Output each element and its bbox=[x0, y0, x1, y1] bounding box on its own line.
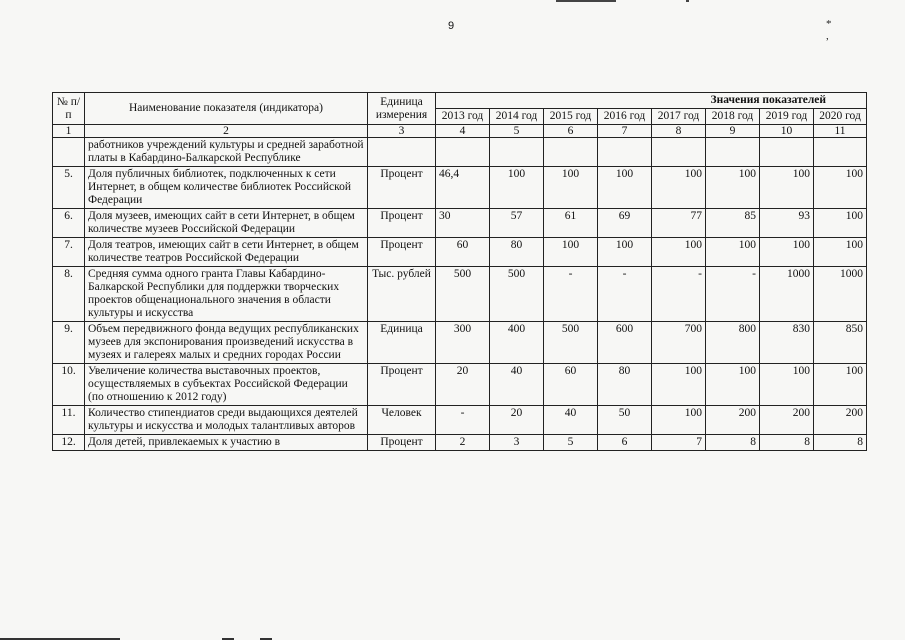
header-unit: Единица измерения bbox=[368, 93, 436, 125]
indicator-value bbox=[706, 138, 760, 167]
indicator-unit: Процент bbox=[368, 364, 436, 406]
column-number: 11 bbox=[814, 125, 867, 138]
indicator-value: 300 bbox=[436, 322, 490, 364]
indicator-value bbox=[544, 138, 598, 167]
indicator-value: - bbox=[598, 267, 652, 322]
column-number: 10 bbox=[760, 125, 814, 138]
header-year: 2019 год bbox=[760, 109, 814, 125]
indicator-value: 200 bbox=[814, 406, 867, 435]
table-row bbox=[53, 209, 867, 238]
indicator-name: работников учреждений культуры и средней заработной платы в Кабардино-Балкарской Республике bbox=[85, 138, 368, 167]
row-number: 6. bbox=[53, 209, 85, 238]
table-row bbox=[53, 267, 867, 322]
indicator-value: 200 bbox=[706, 406, 760, 435]
indicator-unit: Процент bbox=[368, 435, 436, 451]
indicator-value: 100 bbox=[652, 364, 706, 406]
indicator-value: 700 bbox=[652, 322, 706, 364]
indicator-name: Объем передвижного фонда ведущих республиканских музеев для экспонирования произведений искусства в музеях и галереях малых и средних городах России bbox=[85, 322, 368, 364]
indicator-value: 80 bbox=[598, 364, 652, 406]
table-body bbox=[53, 138, 867, 451]
indicator-value: 93 bbox=[760, 209, 814, 238]
indicator-value: 100 bbox=[706, 167, 760, 209]
indicator-value: 100 bbox=[814, 209, 867, 238]
indicator-value: - bbox=[544, 267, 598, 322]
indicator-value bbox=[436, 138, 490, 167]
table-row bbox=[53, 238, 867, 267]
column-number: 2 bbox=[85, 125, 368, 138]
indicator-value: 100 bbox=[760, 364, 814, 406]
corner-marks: * , bbox=[826, 18, 868, 42]
indicator-value: 100 bbox=[652, 238, 706, 267]
header-year: 2014 год bbox=[490, 109, 544, 125]
indicator-unit: Единица bbox=[368, 322, 436, 364]
indicator-value: 100 bbox=[706, 238, 760, 267]
column-number: 7 bbox=[598, 125, 652, 138]
scan-artifact-line bbox=[556, 0, 616, 2]
indicator-value: 100 bbox=[814, 364, 867, 406]
indicator-value: 5 bbox=[544, 435, 598, 451]
table-row bbox=[53, 406, 867, 435]
header-values-group: Значения показателей bbox=[436, 93, 867, 109]
indicator-value: 600 bbox=[598, 322, 652, 364]
row-number: 12. bbox=[53, 435, 85, 451]
indicator-value: 1000 bbox=[814, 267, 867, 322]
indicator-value bbox=[598, 138, 652, 167]
column-number: 8 bbox=[652, 125, 706, 138]
indicator-value: 100 bbox=[760, 167, 814, 209]
column-number: 6 bbox=[544, 125, 598, 138]
indicator-value: - bbox=[706, 267, 760, 322]
indicator-value: 7 bbox=[652, 435, 706, 451]
indicator-value bbox=[490, 138, 544, 167]
table-row bbox=[53, 364, 867, 406]
header-no: № п/п bbox=[53, 93, 85, 125]
column-number-row bbox=[53, 125, 867, 138]
indicator-value: 46,4 bbox=[436, 167, 490, 209]
indicator-name: Доля театров, имеющих сайт в сети Интернет, в общем количестве театров Российской Федерации bbox=[85, 238, 368, 267]
indicator-value: 77 bbox=[652, 209, 706, 238]
indicator-value: 500 bbox=[544, 322, 598, 364]
indicator-value: 100 bbox=[814, 167, 867, 209]
indicator-value: 8 bbox=[760, 435, 814, 451]
header-name: Наименование показателя (индикатора) bbox=[85, 93, 368, 125]
indicator-value: 60 bbox=[544, 364, 598, 406]
row-number: 8. bbox=[53, 267, 85, 322]
indicator-value: 100 bbox=[490, 167, 544, 209]
indicator-unit: Человек bbox=[368, 406, 436, 435]
indicator-value: 830 bbox=[760, 322, 814, 364]
table-row bbox=[53, 167, 867, 209]
indicator-value bbox=[814, 138, 867, 167]
indicator-unit: Тыс. рублей bbox=[368, 267, 436, 322]
row-number: 9. bbox=[53, 322, 85, 364]
indicator-value: 2 bbox=[436, 435, 490, 451]
indicator-value bbox=[652, 138, 706, 167]
column-number: 3 bbox=[368, 125, 436, 138]
indicator-value: 40 bbox=[544, 406, 598, 435]
indicator-value: 80 bbox=[490, 238, 544, 267]
indicator-value: 6 bbox=[598, 435, 652, 451]
row-number: 10. bbox=[53, 364, 85, 406]
header-year: 2018 год bbox=[706, 109, 760, 125]
indicator-value: 500 bbox=[490, 267, 544, 322]
indicators-table bbox=[52, 92, 867, 451]
indicator-value: 69 bbox=[598, 209, 652, 238]
indicator-name: Доля публичных библиотек, подключенных к сети Интернет, в общем количестве библиотек Российской Федерации bbox=[85, 167, 368, 209]
column-number: 1 bbox=[53, 125, 85, 138]
indicator-value: 400 bbox=[490, 322, 544, 364]
indicator-value: 500 bbox=[436, 267, 490, 322]
indicator-value: 20 bbox=[490, 406, 544, 435]
indicator-value: 100 bbox=[544, 167, 598, 209]
table-row bbox=[53, 435, 867, 451]
indicator-unit: Процент bbox=[368, 209, 436, 238]
indicator-value: 100 bbox=[544, 238, 598, 267]
indicator-value: 100 bbox=[652, 167, 706, 209]
indicator-name: Количество стипендиатов среди выдающихся деятелей культуры и искусства и молодых талантливых авторов bbox=[85, 406, 368, 435]
page-number: 9 bbox=[448, 20, 455, 32]
indicator-value: 8 bbox=[706, 435, 760, 451]
indicator-value bbox=[760, 138, 814, 167]
indicator-name: Увеличение количества выставочных проектов, осуществляемых в субъектах Российской Федерации (по отношению к 2012 году) bbox=[85, 364, 368, 406]
column-number: 5 bbox=[490, 125, 544, 138]
header-year: 2013 год bbox=[436, 109, 490, 125]
header-row-top bbox=[53, 93, 867, 109]
indicator-unit: Процент bbox=[368, 167, 436, 209]
indicator-value: 100 bbox=[706, 364, 760, 406]
indicator-name: Доля музеев, имеющих сайт в сети Интернет, в общем количестве музеев Российской Федерации bbox=[85, 209, 368, 238]
indicator-value: 100 bbox=[760, 238, 814, 267]
indicator-value: 3 bbox=[490, 435, 544, 451]
indicator-value: 100 bbox=[814, 238, 867, 267]
indicator-value: 100 bbox=[598, 167, 652, 209]
indicator-unit bbox=[368, 138, 436, 167]
indicator-value: 1000 bbox=[760, 267, 814, 322]
indicator-value: 40 bbox=[490, 364, 544, 406]
row-number bbox=[53, 138, 85, 167]
indicator-value: 85 bbox=[706, 209, 760, 238]
indicator-value: - bbox=[652, 267, 706, 322]
indicator-value: 200 bbox=[760, 406, 814, 435]
indicator-value: 800 bbox=[706, 322, 760, 364]
indicator-value: 61 bbox=[544, 209, 598, 238]
indicator-unit: Процент bbox=[368, 238, 436, 267]
header-year: 2015 год bbox=[544, 109, 598, 125]
indicator-value: - bbox=[436, 406, 490, 435]
header-year: 2017 год bbox=[652, 109, 706, 125]
indicator-name: Доля детей, привлекаемых к участию в bbox=[85, 435, 368, 451]
row-number: 5. bbox=[53, 167, 85, 209]
indicator-value: 57 bbox=[490, 209, 544, 238]
indicator-value: 100 bbox=[598, 238, 652, 267]
row-number: 7. bbox=[53, 238, 85, 267]
indicator-value: 60 bbox=[436, 238, 490, 267]
row-number: 11. bbox=[53, 406, 85, 435]
column-number: 9 bbox=[706, 125, 760, 138]
header-year: 2020 год bbox=[814, 109, 867, 125]
header-year: 2016 год bbox=[598, 109, 652, 125]
scan-artifact-dot bbox=[686, 0, 689, 2]
indicator-value: 100 bbox=[652, 406, 706, 435]
table-row bbox=[53, 322, 867, 364]
indicator-value: 20 bbox=[436, 364, 490, 406]
indicator-name: Средняя сумма одного гранта Главы Кабардино-Балкарской Республики для поддержки творческих проектов общенационального значения в области культуры и искусства bbox=[85, 267, 368, 322]
indicator-value: 50 bbox=[598, 406, 652, 435]
indicator-value: 850 bbox=[814, 322, 867, 364]
indicator-value: 8 bbox=[814, 435, 867, 451]
indicator-value: 30 bbox=[436, 209, 490, 238]
column-number: 4 bbox=[436, 125, 490, 138]
table-row bbox=[53, 138, 867, 167]
